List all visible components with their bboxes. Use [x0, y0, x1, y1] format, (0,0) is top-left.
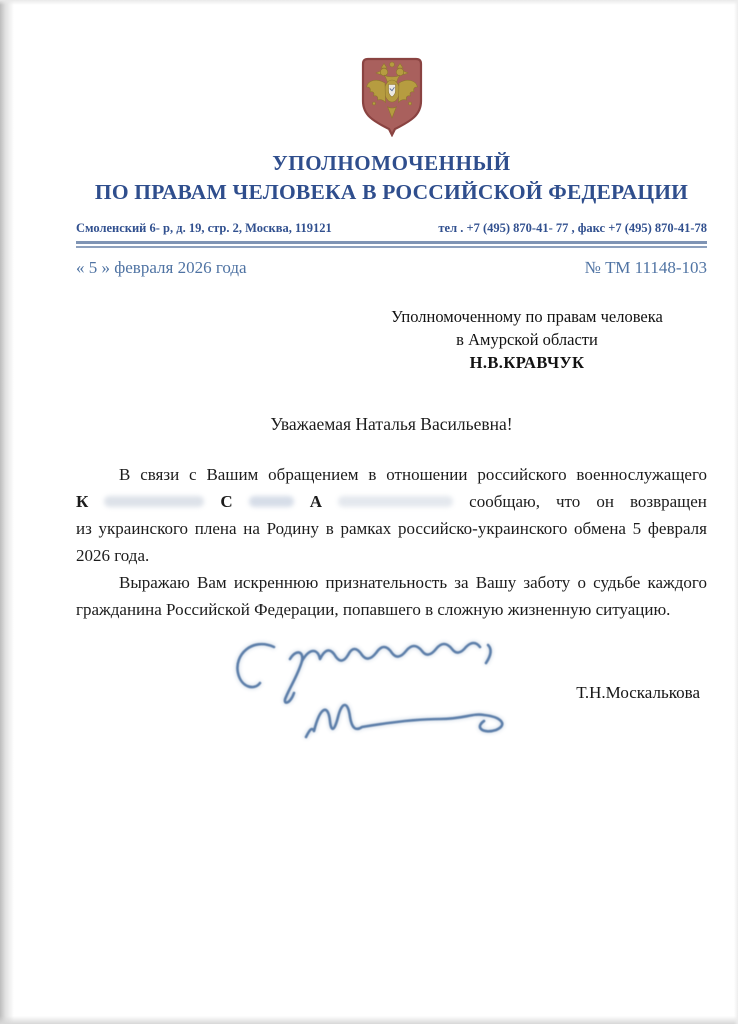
page-bottom-edge-shadow [0, 1016, 738, 1024]
body-line-3: из украинского плена на Родину в рамках российско-украинского обмена 5 февраля [76, 518, 707, 538]
body-line-6: гражданина Российской Федерации, попавшего в сложную жизненную ситуацию. [76, 599, 671, 619]
redacted-initial-3: А [309, 491, 323, 511]
letterhead-address: Смоленский 6- р, д. 19, стр. 2, Москва, 119121 [76, 221, 332, 235]
russia-coat-of-arms-icon [361, 57, 423, 137]
divider-thick-line [76, 241, 707, 244]
recipient-name: Н.В.КРАВЧУК [469, 352, 585, 372]
page-left-edge-shadow [0, 0, 14, 1024]
body-line-2-redacted [76, 488, 707, 515]
page-top-edge-shadow [0, 0, 738, 5]
page-right-edge-shadow [734, 0, 738, 1024]
reference-row [76, 258, 707, 278]
recipient-line-2: в Амурской области [456, 329, 598, 349]
body-line-5: Выражаю Вам искреннюю признательность за Вашу заботу о судьбе каждого [119, 572, 707, 592]
signature-block [76, 629, 707, 761]
letter-number: № ТМ 11148-103 [584, 257, 707, 277]
body-text [76, 461, 707, 623]
letterhead-title-line2: ПО ПРАВАМ ЧЕЛОВЕКА В РОССИЙСКОЙ ФЕДЕРАЦИИ [94, 180, 689, 204]
letterhead-contact-row [76, 221, 707, 236]
letter-date: « 5 » февраля 2026 года [76, 257, 247, 277]
redaction-smudge-1 [104, 496, 204, 507]
letterhead-phone-fax: тел . +7 (495) 870-41- 77 , факс +7 (495) 870-41-78 [438, 221, 707, 235]
letterhead-divider [76, 241, 707, 248]
recipient-line-1: Уполномоченному по правам человека [391, 306, 663, 326]
body-word: сообщаю, [469, 491, 540, 511]
redacted-initial-2: С [220, 491, 233, 511]
signatory-name: Т.Н.Москалькова [576, 682, 700, 702]
redaction-smudge-3 [338, 496, 453, 507]
salutation: Уважаемая Наталья Васильевна! [270, 413, 513, 434]
body-word: возвращен [629, 491, 707, 511]
redaction-smudge-2 [249, 496, 294, 507]
body-word: он [596, 491, 614, 511]
redacted-initial-1: К [76, 491, 89, 511]
letterhead-title-line1: УПОЛНОМОЧЕННЫЙ [272, 151, 511, 175]
body-word: что [556, 491, 581, 511]
body-line-1: В связи с Вашим обращением в отношении российского военнослужащего [119, 464, 707, 484]
handwritten-signature-icon [226, 629, 526, 754]
recipient-block [373, 305, 681, 374]
divider-thin-line [76, 246, 707, 248]
body-line-4: 2026 года. [76, 545, 150, 565]
letter-content [76, 0, 707, 761]
